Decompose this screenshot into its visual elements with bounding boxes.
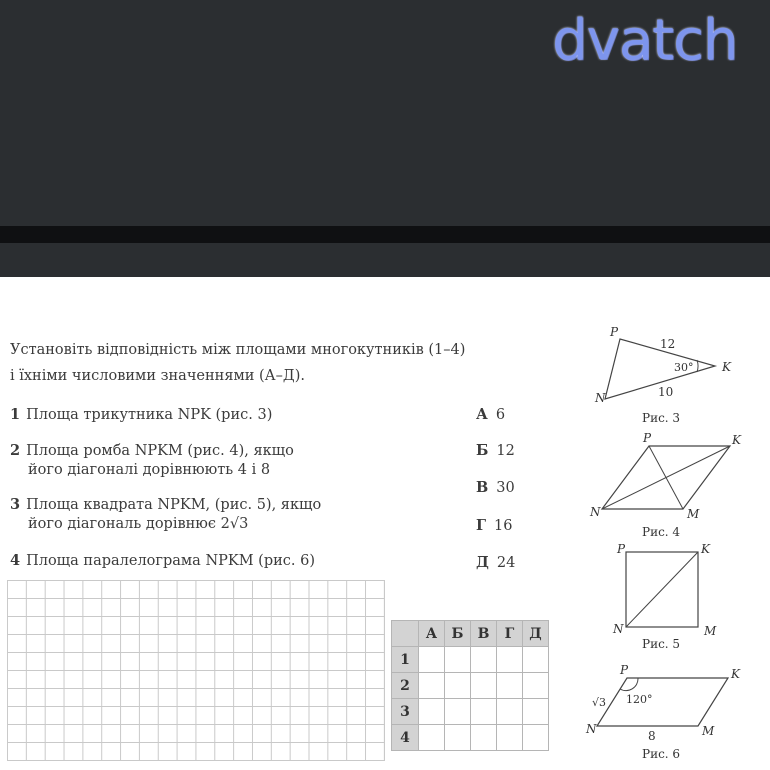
figure-4-rhombus: [589, 431, 742, 539]
column-header: Б: [445, 621, 471, 647]
side-length-label: √3: [592, 696, 607, 709]
watermark-logo: dvatch: [552, 8, 738, 73]
answer-cell[interactable]: [471, 699, 497, 725]
side-length-label: 8: [648, 729, 656, 743]
question-2-line-2: його діагоналі дорівнюють 4 і 8: [28, 462, 271, 478]
answer-value: 24: [496, 555, 516, 571]
figure-caption: Рис. 6: [642, 747, 681, 761]
column-header: А: [419, 621, 445, 647]
answer-letter: Б: [476, 442, 489, 459]
answer-g: [476, 517, 512, 534]
answer-cell[interactable]: [523, 673, 549, 699]
vertex-label: P: [617, 542, 626, 556]
answer-cell[interactable]: [419, 673, 445, 699]
figure-3-triangle: [594, 325, 732, 425]
question-number: 3: [10, 496, 21, 513]
dark-divider-band: [0, 226, 770, 243]
scratch-grid: [7, 580, 385, 761]
vertex-label: K: [731, 667, 740, 681]
figure-6-parallelogram: [585, 663, 741, 761]
figure-caption: Рис. 5: [642, 637, 681, 651]
figure-caption: Рис. 4: [642, 525, 681, 539]
answer-cell[interactable]: [523, 725, 549, 751]
vertex-label: M: [704, 624, 717, 638]
question-number: 4: [10, 552, 21, 569]
answer-v: [476, 479, 515, 496]
question-text: Площа ромба NPKM (рис. 4), якщо: [26, 443, 294, 459]
vertex-label: P: [643, 431, 652, 445]
answer-cell[interactable]: [471, 673, 497, 699]
row-header: 1: [392, 647, 419, 673]
question-1: [10, 406, 272, 423]
question-3-line-2: його діагональ дорівнює 2√3: [28, 516, 249, 532]
vertex-label: N: [586, 722, 597, 736]
answer-table: [391, 620, 549, 751]
question-text: Площа трикутника NPK (рис. 3): [26, 407, 273, 423]
answer-letter: А: [476, 406, 488, 423]
answer-cell[interactable]: [445, 673, 471, 699]
figure-caption: Рис. 3: [642, 411, 681, 425]
side-length-label: 10: [658, 385, 674, 399]
answer-cell[interactable]: [471, 725, 497, 751]
column-header: Г: [497, 621, 523, 647]
row-header: 2: [392, 673, 419, 699]
vertex-label: P: [620, 663, 629, 677]
answer-cell[interactable]: [445, 725, 471, 751]
vertex-label: N: [590, 505, 601, 519]
answer-cell[interactable]: [419, 647, 445, 673]
answer-value: 30: [496, 480, 515, 496]
question-3: [10, 496, 321, 513]
vertex-label: M: [687, 507, 700, 521]
row-header: 3: [392, 699, 419, 725]
figures-panel: [580, 320, 765, 765]
side-length-label: 12: [660, 337, 676, 351]
answer-cell[interactable]: [419, 725, 445, 751]
answer-cell[interactable]: [497, 725, 523, 751]
answer-d: [476, 554, 515, 571]
answer-b: [476, 442, 515, 459]
answer-table-corner: [392, 621, 419, 647]
vertex-label: N: [613, 622, 624, 636]
question-text: Площа квадрата NPKM, (рис. 5), якщо: [26, 497, 322, 513]
figure-5-square: [612, 542, 717, 651]
question-text: Площа паралелограма NPKM (рис. 6): [26, 553, 315, 569]
answer-cell[interactable]: [497, 673, 523, 699]
question-number: 2: [10, 442, 21, 459]
answer-cell[interactable]: [471, 647, 497, 673]
answer-letter: Д: [476, 554, 489, 571]
angle-label: 120°: [626, 693, 653, 706]
vertex-label: P: [610, 325, 619, 339]
vertex-label: N: [595, 391, 606, 405]
question-2: [10, 442, 294, 459]
angle-label: 30°: [674, 361, 694, 374]
task-line-1: Установіть відповідність між площами многокутників (1–4): [10, 342, 466, 358]
answer-cell[interactable]: [445, 647, 471, 673]
answer-value: 16: [494, 518, 513, 534]
diagonal-line: [626, 552, 698, 627]
dark-lower-area: [0, 243, 770, 277]
answer-value: 6: [495, 407, 506, 423]
answer-letter: Г: [476, 517, 487, 534]
diagonal-line: [602, 446, 730, 509]
answer-cell[interactable]: [523, 699, 549, 725]
answer-cell[interactable]: [497, 647, 523, 673]
answer-a: [476, 406, 505, 423]
vertex-label: K: [732, 433, 741, 447]
parallelogram-shape: [597, 678, 728, 726]
row-header: 4: [392, 725, 419, 751]
column-header: Д: [523, 621, 549, 647]
answer-letter: В: [476, 479, 489, 496]
task-line-2: і їхніми числовими значеннями (А–Д).: [10, 368, 305, 384]
vertex-label: K: [701, 542, 710, 556]
vertex-label: M: [702, 724, 715, 738]
answer-cell[interactable]: [445, 699, 471, 725]
question-number: 1: [10, 406, 21, 423]
column-header: В: [471, 621, 497, 647]
question-4: [10, 552, 315, 569]
answer-cell[interactable]: [523, 647, 549, 673]
vertex-label: K: [722, 360, 731, 374]
answer-cell[interactable]: [419, 699, 445, 725]
answer-cell[interactable]: [497, 699, 523, 725]
answer-value: 12: [496, 443, 515, 459]
angle-arc: [697, 360, 698, 372]
